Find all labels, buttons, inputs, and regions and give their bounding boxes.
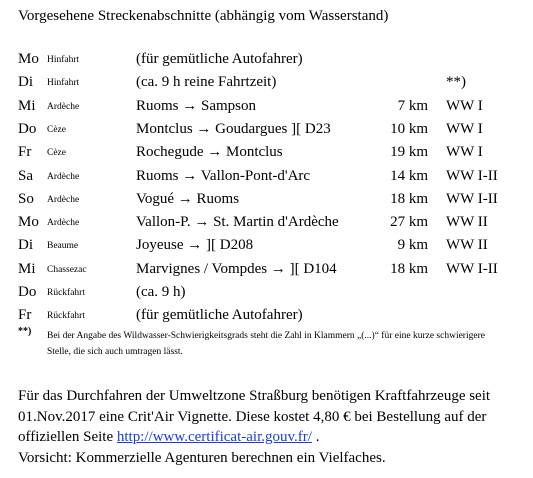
route-cell: Ruoms → Sampson — [136, 97, 257, 114]
route-cell: Marvignes / Vompdes → ][ D104 — [136, 260, 337, 277]
location-cell: Rückfahrt — [47, 311, 85, 322]
location-cell: Cèze — [47, 124, 66, 135]
schedule-row — [0, 307, 533, 328]
schedule-row — [0, 191, 533, 212]
schedule-row — [0, 144, 533, 165]
route-cell: Ruoms → Vallon-Pont-d'Arc — [136, 167, 311, 184]
day-cell: So — [18, 190, 34, 207]
day-cell: Do — [18, 120, 37, 137]
agency-warning: Vorsicht: Kommerzielle Agenturen berechnen ein Vielfaches. — [18, 449, 386, 466]
day-cell: Di — [18, 74, 33, 91]
route-cell: Rochegude → Montclus — [136, 144, 283, 161]
difficulty-cell: WW II — [446, 214, 488, 231]
day-cell: Fr — [18, 307, 32, 324]
day-cell: Mo — [18, 51, 39, 67]
schedule-row — [0, 214, 533, 235]
schedule-row — [0, 74, 533, 95]
distance-cell: 14 km — [390, 167, 428, 184]
footnote-mark: **) — [18, 326, 32, 337]
section-heading: Vorgesehene Streckenabschnitte (abhängig vom Wasserstand) — [18, 8, 389, 24]
distance-cell: 27 km — [390, 214, 428, 231]
difficulty-cell: WW I-II — [446, 167, 498, 184]
difficulty-cell: WW I — [446, 120, 483, 137]
info-text-end: . — [311, 429, 320, 445]
distance-cell: 7 km — [397, 97, 428, 114]
schedule-row — [0, 261, 533, 282]
distance-cell: 18 km — [390, 190, 428, 207]
difficulty-cell: **) — [446, 74, 466, 91]
difficulty-cell: WW I-II — [446, 190, 498, 207]
schedule-row — [0, 237, 533, 258]
location-cell: Rückfahrt — [47, 288, 85, 298]
footnote-text: Bei der Angabe des Wildwasser-Schwierigkeitsgrads steht die Zahl in Klammern „(...)“ für eine kurze schwierigere Stelle, die sich auch umtragen lässt. — [47, 331, 485, 357]
location-cell: Hinfahrt — [47, 78, 80, 89]
route-cell: Joyeuse → ][ D208 — [136, 237, 254, 254]
day-cell: Mo — [18, 214, 39, 231]
distance-cell: 9 km — [397, 237, 428, 254]
route-cell: (ca. 9 h) — [136, 284, 186, 300]
distance-cell: 10 km — [390, 120, 428, 137]
location-cell: Cèze — [47, 148, 66, 159]
day-cell: Sa — [18, 167, 33, 184]
route-cell: Montclus → Goudargues ][ D23 — [136, 120, 331, 137]
difficulty-cell: WW I-II — [446, 260, 498, 277]
location-cell: Beaume — [47, 241, 79, 252]
schedule-row — [0, 51, 533, 72]
route-cell: (für gemütliche Autofahrer) — [136, 51, 303, 67]
schedule-row — [0, 168, 533, 189]
route-cell: (ca. 9 h reine Fahrtzeit) — [136, 74, 277, 91]
info-text: Für das Durchfahren der Umweltzone Straßburg benötigen Kraftfahrzeuge seit 01.Nov.2017 eine Crit'Air Vignette. Diese kostet 4,80 € bei Bestellung auf der offiziellen Seite — [18, 388, 491, 445]
distance-cell: 19 km — [390, 144, 428, 161]
route-cell: (für gemütliche Autofahrer) — [136, 307, 303, 324]
day-cell: Di — [18, 237, 33, 254]
location-cell: Chassezac — [47, 264, 87, 275]
distance-cell: 18 km — [390, 260, 428, 277]
location-cell: Ardèche — [47, 171, 80, 182]
day-cell: Do — [18, 284, 37, 300]
location-cell: Ardèche — [47, 194, 80, 205]
location-cell: Hinfahrt — [47, 55, 80, 65]
location-cell: Ardèche — [47, 101, 80, 112]
schedule-row — [0, 284, 533, 305]
info-paragraph — [18, 386, 528, 468]
day-cell: Fr — [18, 144, 32, 161]
day-cell: Mi — [18, 97, 36, 114]
route-cell: Vallon-P. → St. Martin d'Ardèche — [136, 214, 339, 231]
certificat-air-link[interactable]: http://www.certificat-air.gouv.fr/ — [116, 429, 312, 445]
difficulty-cell: WW I — [446, 144, 483, 161]
schedule-row — [0, 121, 533, 142]
schedule-row — [0, 98, 533, 119]
route-cell: Vogué → Ruoms — [136, 190, 240, 207]
day-cell: Mi — [18, 260, 36, 277]
difficulty-cell: WW I — [446, 97, 483, 114]
difficulty-cell: WW II — [446, 237, 488, 254]
location-cell: Ardèche — [47, 218, 80, 229]
